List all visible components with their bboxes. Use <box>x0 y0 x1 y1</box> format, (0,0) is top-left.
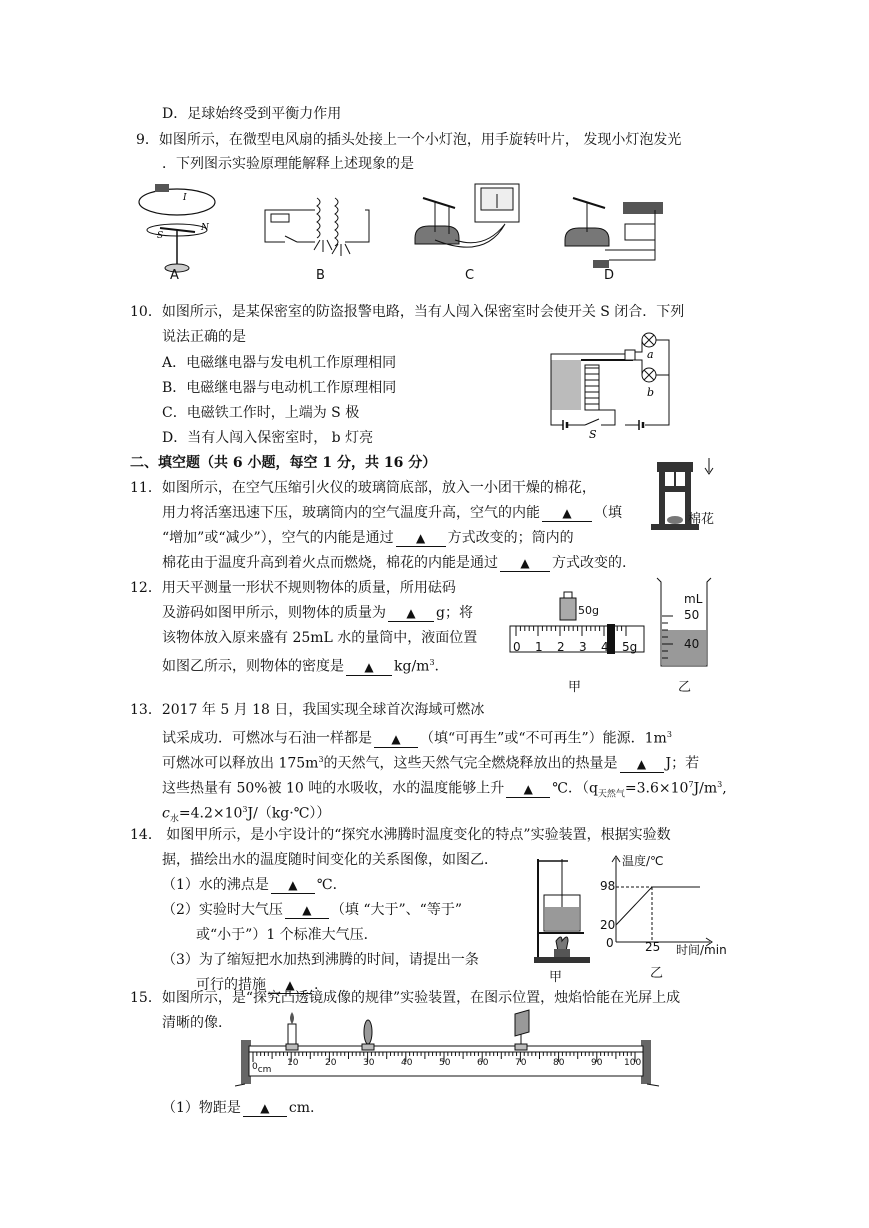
bench-tick-40: 40 <box>401 1058 413 1068</box>
fig-label-jia-14: 甲 <box>549 970 563 985</box>
fig-label-c: C <box>465 268 475 283</box>
figure-b <box>265 198 369 256</box>
scale-tick-3: 3 <box>579 640 587 654</box>
scale-tick-0: 0 <box>513 640 521 654</box>
fig-label-yi-14: 乙 <box>650 966 664 981</box>
q12-line1: 12．用天平测量一形状不规则物体的质量，所用砝码 <box>130 580 456 596</box>
q10-option-b: B．电磁继电器与电动机工作原理相同 <box>162 380 397 396</box>
q15-optical-bench <box>235 1008 665 1088</box>
scale-tick-4: 4 <box>601 640 609 654</box>
q11-line3: “增加”或“减少”），空气的内能是通过 ▲ 方式改变的；筒内的 <box>162 530 574 546</box>
fig-label-b: B <box>316 268 325 283</box>
section-2-title: 二、填空题（共 6 小题，每空 1 分，共 16 分） <box>130 455 437 471</box>
bench-tick-30: 30 <box>363 1058 375 1068</box>
q11-blank-1[interactable]: ▲ <box>542 505 592 522</box>
q12-blank-1[interactable]: ▲ <box>388 605 434 622</box>
bench-tick-80: 80 <box>553 1058 565 1068</box>
q14-item3: （3）为了缩短把水加热到沸腾的时间，请提出一条 <box>162 952 479 968</box>
q12-blank-2[interactable]: ▲ <box>346 659 392 676</box>
q15-item1: （1）物距是 ▲ cm. <box>162 1100 315 1116</box>
bench-tick-70: 70 <box>515 1058 527 1068</box>
graph-ytick-98: 98 <box>600 879 616 893</box>
q13-line2: 试采成功．可燃冰与石油一样都是 ▲ （填“可再生”或“不可再生”）能源．$1m^3$ <box>162 730 672 747</box>
figure-a-north: N <box>201 223 209 233</box>
q15-line1: 15．如图所示，是“探究凸透镜成像的规律”实验装置，在图示位置，烛焰恰能在光屏上成 <box>130 990 681 1006</box>
cylinder-mark-50: 50 <box>684 608 700 622</box>
graph-ytick-0: 0 <box>606 936 614 950</box>
q15-line2: 清晰的像. <box>162 1015 223 1031</box>
cylinder-unit: mL <box>684 592 703 606</box>
q12-line3: 该物体放入原来盛有 25mL 水的量筒中，液面位置 <box>162 630 478 646</box>
q14-item2: （2）实验时大气压 ▲ （填 “大于”、“等于” <box>162 902 463 918</box>
q12-line4: 如图乙所示，则物体的密度是 ▲ $kg/m^3$. <box>162 658 439 675</box>
q8-option-d: D．足球始终受到平衡力作用 <box>162 106 342 122</box>
bench-tick-50: 50 <box>439 1058 451 1068</box>
q13-blank-3[interactable]: ▲ <box>506 781 550 798</box>
q13-blank-2[interactable]: ▲ <box>620 756 664 773</box>
fig-label-yi-12: 乙 <box>678 680 692 695</box>
figure-d <box>565 198 663 268</box>
q14-item3-cont: 可行的措施 ▲ . <box>196 977 319 993</box>
figure-a-current: I <box>183 193 187 203</box>
lamp-a-label: a <box>647 348 654 361</box>
q9-line2: ．下列图示实验原理能解释上述现象的是 <box>162 156 414 172</box>
scale-tick-2: 2 <box>557 640 565 654</box>
bench-unit: 0cm <box>252 1062 272 1075</box>
q10-line2: 说法正确的是 <box>162 329 246 345</box>
q10-option-c: C．电磁铁工作时，上端为 S 极 <box>162 405 360 421</box>
q14-blank-3[interactable]: ▲ <box>268 977 312 994</box>
fig-label-jia-12: 甲 <box>568 680 582 695</box>
q14-temperature-graph <box>600 850 730 950</box>
q12-line2: 及游码如图甲所示，则物体的质量为 ▲ g；将 <box>162 605 473 621</box>
q13-line4: 这些热量有 50%被 10 吨的水吸收，水的温度能够上升 ▲ ℃．（$q_{天然气}=3.6\times 10^7J/m^3$, <box>162 780 727 800</box>
cotton-label: 棉花 <box>688 512 715 527</box>
graph-ytick-20: 20 <box>600 918 616 932</box>
q14-line1: 14． 如图甲所示，是小宇设计的“探究水沸腾时温度变化的特点”实验装置，根据实验数 <box>130 827 671 843</box>
figure-a-south: S <box>157 231 164 241</box>
bench-tick-100: 100 <box>624 1058 642 1068</box>
graph-ylabel: 温度/℃ <box>622 854 664 868</box>
q14-item2-cont: 或“小于”）1 个标准大气压． <box>196 927 378 943</box>
q12-measuring-cylinder <box>655 576 715 668</box>
q14-blank-2[interactable]: ▲ <box>285 902 329 919</box>
scale-tick-1: 1 <box>535 640 543 654</box>
q11-line4: 棉花由于温度升高到着火点而燃烧，棉花的内能是通过 ▲ 方式改变的. <box>162 555 627 571</box>
q9-line1: 9．如图所示，在微型电风扇的插头处接上一个小灯泡，用手旋转叶片， 发现小灯泡发光 <box>136 132 682 148</box>
q10-option-a: A．电磁继电器与发电机工作原理相同 <box>162 355 397 371</box>
q10-relay-circuit <box>545 330 685 440</box>
lamp-b-label: b <box>647 386 655 399</box>
figure-c <box>415 184 519 247</box>
graph-xtick-25: 25 <box>645 940 661 954</box>
q13-line1: 13．2017 年 5 月 18 日，我国实现全球首次海域可燃冰 <box>130 702 485 718</box>
q11-line2: 用力将活塞迅速下压，玻璃筒内的空气温度升高，空气的内能 ▲ （填 <box>162 505 622 521</box>
q13-line5: $c_水=4.2\times 10^3J/(kg\cdot℃)$） <box>162 805 331 825</box>
q15-blank-1[interactable]: ▲ <box>243 1100 287 1117</box>
cylinder-mark-40: 40 <box>684 637 700 651</box>
bench-tick-90: 90 <box>591 1058 603 1068</box>
q11-blank-3[interactable]: ▲ <box>500 555 550 572</box>
weight-label: 50g <box>578 604 599 617</box>
fig-label-d: D <box>604 268 615 283</box>
q14-boiling-apparatus <box>532 855 592 965</box>
scale-tick-5: 5g <box>622 640 638 654</box>
fig-label-a: A <box>170 268 179 283</box>
q14-line2: 据，描绘出水的温度随时间变化的关系图像，如图乙． <box>162 852 498 868</box>
bench-tick-60: 60 <box>477 1058 489 1068</box>
bench-tick-20: 20 <box>325 1058 337 1068</box>
q10-line1: 10．如图所示，是某保密室的防盗报警电路，当有人闯入保密室时会使开关 S 闭合．下列 <box>130 304 685 320</box>
q14-item1: （1）水的沸点是 ▲ ℃． <box>162 877 347 893</box>
q14-blank-1[interactable]: ▲ <box>271 877 315 894</box>
graph-xlabel: 时间/min <box>676 943 727 957</box>
q13-blank-1[interactable]: ▲ <box>374 731 418 748</box>
q11-line1: 11．如图所示，在空气压缩引火仪的玻璃筒底部，放入一小团干燥的棉花， <box>130 480 596 496</box>
switch-label: S <box>589 428 597 440</box>
bench-tick-10: 10 <box>287 1058 299 1068</box>
q13-line3: 可燃冰可以释放出 $175m^3$的天然气，这些天然气完全燃烧释放出的热量是 ▲ J；若 <box>162 755 700 772</box>
q11-blank-2[interactable]: ▲ <box>396 530 446 547</box>
q10-option-d: D．当有人闯入保密室时， b 灯亮 <box>162 430 374 446</box>
